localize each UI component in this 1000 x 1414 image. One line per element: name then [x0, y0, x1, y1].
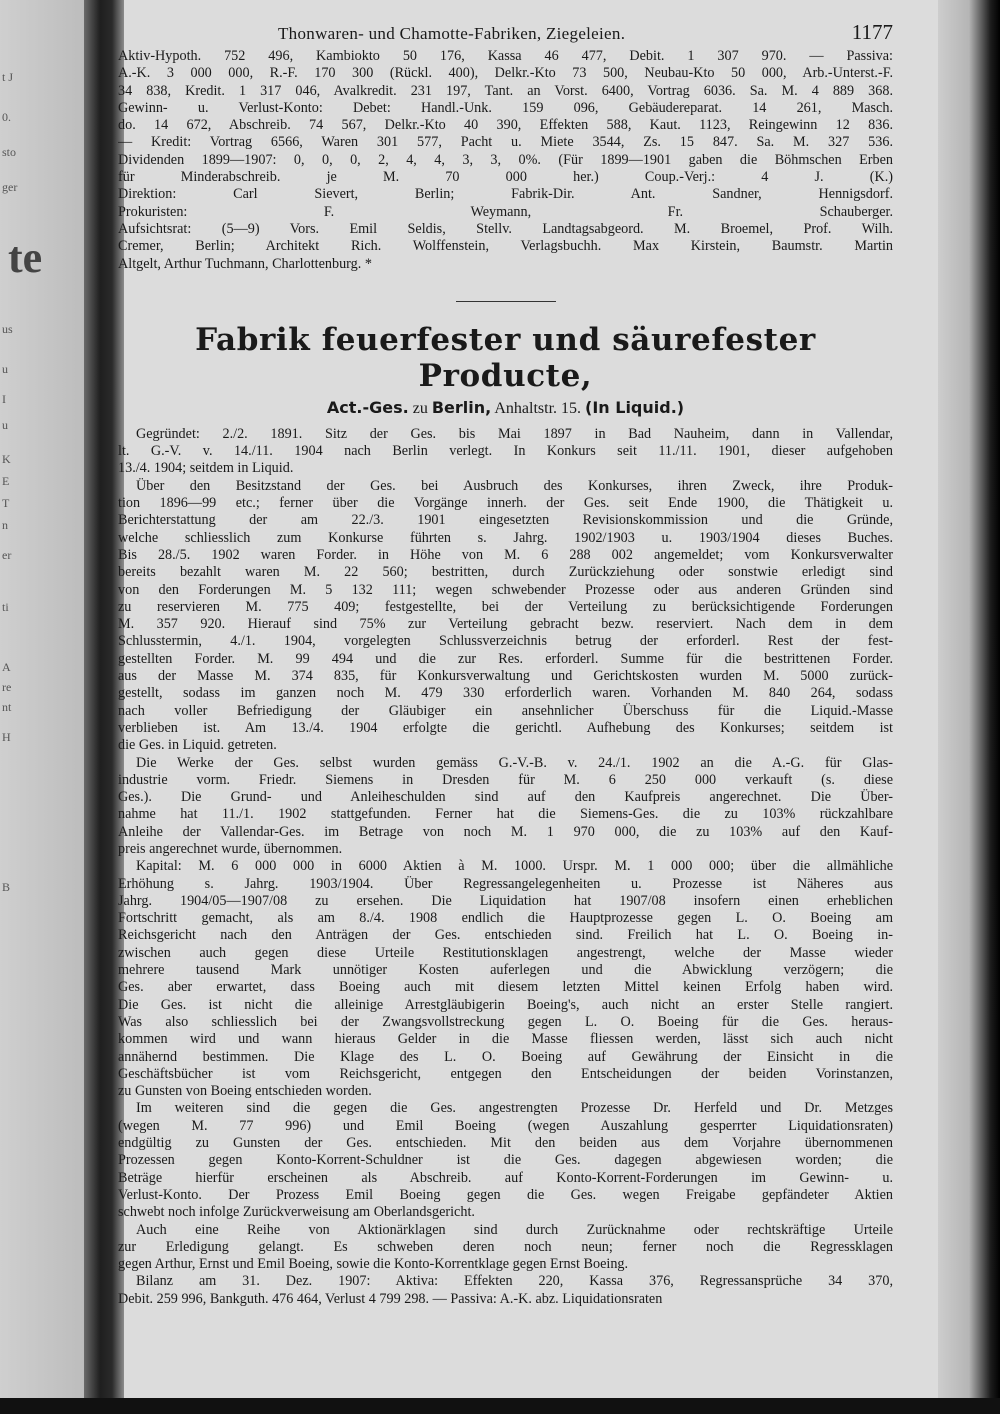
text-line: tion 1896—99 etc.; ferner über die Vorgänge innerh. der Ges. seit Ende 1900, die Thätigkeit u. [118, 495, 893, 512]
margin-fragment: E [2, 474, 10, 488]
page-content [118, 18, 893, 1308]
margin-fragment: ti [2, 600, 9, 614]
text-line: annähernd bestimmen. Die Klage des L. O. Boeing auf Gewährung der Einsicht in die [118, 1048, 893, 1065]
margin-fragment: nt [2, 700, 12, 714]
text-line: Anleihe der Vallendar-Ges. im Betrage von noch M. 1 970 000, die zu 103% auf den Kauf- [118, 823, 893, 840]
text-line: zwischen auch gegen diese Urteile Restitutionsklagen angestrengt, welche der Masse wieder [118, 944, 893, 961]
text-line: Aufsichtsrat: (5—9) Vors. Emil Seldis, Stellv. Landtagsabgeord. M. Broemel, Prof. Wilh. [118, 220, 893, 237]
text-line: Cremer, Berlin; Architekt Rich. Wolffenstein, Verlagsbuchh. Max Kirstein, Baumstr. Martin [118, 238, 893, 255]
text-line: Bilanz am 31. Dez. 1907: Aktiva: Effekten 220, Kassa 376, Regressansprüche 34 370, [136, 1273, 893, 1290]
margin-fragment: ger [2, 180, 18, 194]
text-line: Was also schliesslich bei der Zwangsvollstreckung gegen L. O. Boeing für die Ges. heraus- [118, 1013, 893, 1030]
paragraph [118, 426, 893, 478]
text-line: gestellt, sodass im ganzen noch M. 479 330 erforderlich waren. Vorhanden M. 840 264, sodass [118, 685, 893, 702]
text-line: Beträge hierfür erscheinen als Abschreib. auf Konto-Korrent-Forderungen im Gewinn- u. [118, 1169, 893, 1186]
text-line: verblieben ist. Am 13./4. 1904 erfolgte die gerichtl. Aufhebung des Konkurses; seitdem ist [118, 719, 893, 736]
margin-fragment: I [2, 392, 6, 406]
paragraph [118, 478, 893, 755]
margin-fragment: K [2, 452, 11, 466]
text-line: Altgelt, Arthur Tuchmann, Charlottenburg. * [118, 255, 372, 272]
text-line: Gegründet: 2./2. 1891. Sitz der Ges. bis Mai 1897 in Bad Nauheim, dann in Vallendar, [136, 425, 893, 442]
text-line: Gewinn- u. Verlust-Konto: Debet: Handl.-Unk. 159 096, Gebäudereparat. 14 261, Masch. [118, 99, 893, 116]
text-line: für Minderabschreib. je M. 70 000 her.) Coup.-Verj.: 4 J. (K.) [118, 169, 893, 186]
text-line: Prozessen gegen Konto-Korrent-Schuldner ist die Ges. dagegen abgewiesen worden; die [118, 1152, 893, 1169]
text-line: Im weiteren sind die gegen die Ges. angestrengten Prozesse Dr. Herfeld und Dr. Metzges [136, 1100, 893, 1117]
text-line: Jahrg. 1904/05—1907/08 zu ersehen. Die Liquidation hat 1907/08 insofern einen erheblichen [118, 892, 893, 909]
text-line: Berichterstattung der am 22./3. 1901 eingesetzten Revisionskommission und die Gründe, [118, 512, 893, 529]
text-line: industrie vorm. Friedr. Siemens in Dresden für M. 6 250 000 verkauft (s. diese [118, 771, 893, 788]
subtitle-prefix: Act.-Ges. [326, 397, 409, 417]
margin-fragment: re [2, 680, 12, 694]
margin-fragment: u [2, 418, 8, 432]
running-header [118, 18, 893, 48]
text-line: Über den Besitzstand der Ges. bei Ausbruch des Konkurses, ihren Zweck, ihre Produk- [136, 477, 893, 494]
paragraph [118, 1100, 893, 1221]
article-title: Fabrik feuerfester und säurefester Producte, [195, 321, 816, 394]
text-line: Kapital: M. 6 000 000 in 6000 Aktien à M. 1000. Urspr. M. 1 000 000; über die allmähliche [136, 858, 893, 875]
text-line: schwebt noch infolge Zurückverweisung am Oberlandsgericht. [118, 1204, 475, 1221]
margin-fragment: er [2, 548, 12, 562]
text-line: zu reservieren M. 775 409; festgestellte, bei der Verteilung zu berücksichtigende Forderungen [118, 598, 893, 615]
paragraph [118, 858, 893, 1100]
text-line: aus der Masse M. 374 835, für Konkursverwaltung und Gerichtskosten wurden M. 5000 zurück- [118, 668, 893, 685]
article-body [118, 426, 893, 1308]
text-line: (wegen M. 77 996) und Emil Boeing (wegen Auszahlung gesperrter Liquidationsraten) [118, 1117, 893, 1134]
article-subtitle [118, 398, 893, 418]
text-line: lt. G.-V. v. 14./11. 1904 nach Berlin verlegt. In Konkurs seit 11./11. 1901, dieser aufgehoben [118, 443, 893, 460]
margin-fragment: sto [2, 145, 17, 159]
text-line: Verlust-Konto. Der Prozess Emil Boeing gegen die Ges. wegen Freigabe gepfändeter Aktien [118, 1186, 893, 1203]
text-line: gestellten Forder. M. 99 494 und die zur Res. erforderl. Summe für die bestrittenen Forder. [118, 650, 893, 667]
text-line: welche schliesslich zum Konkurse führten s. Jahrg. 1902/1903 u. 1903/1904 dieses Buches. [118, 529, 893, 546]
text-line: Geschäftsbücher ist vom Reichsgericht, entgegen den Entscheidungen der beiden Vorinstanzen, [118, 1065, 893, 1082]
paragraph [118, 755, 893, 859]
text-line: Die Werke der Ges. selbst wurden gemäss G.-V.-B. v. 24./1. 1902 an die A.-G. für Glas- [136, 754, 893, 771]
text-line: nahme hat 11./1. 1902 stattgefunden. Ferner hat die Siemens-Ges. die zu 103% rückzahlbare [118, 806, 893, 823]
margin-fragment: 0. [2, 110, 11, 124]
text-line: zu Gunsten von Boeing entschieden worden. [118, 1083, 372, 1100]
text-line: Aktiv-Hypoth. 752 496, Kambiokto 50 176, Kassa 46 477, Debit. 1 307 970. — Passiva: [118, 48, 893, 64]
text-line: zur Erledigung gelangt. Es schweben deren noch neun; ferner noch die Regressklagen [118, 1238, 893, 1255]
paragraph [118, 1222, 893, 1274]
text-line: — Kredit: Vortrag 6566, Waren 301 577, Pacht u. Miete 3544, Zs. 15 847. Sa. M. 327 536. [118, 134, 893, 151]
text-line: Ges. aber erwartet, dass Boeing auch mit diesem letzten Mittel keinen Erfolg haben wird. [118, 979, 893, 996]
text-line: Bis 28./5. 1902 waren Forder. in Höhe von M. 6 288 002 angemeldet; vom Konkursverwalter [118, 546, 893, 563]
running-header-title: Thonwaren- und Chamotte-Fabriken, Ziegeleien. [278, 24, 626, 43]
previous-company-entry [118, 48, 893, 273]
text-line: mehrere tausend Mark unnötiger Kosten auferlegen und die Abwicklung verzögern; die [118, 962, 893, 979]
text-line: Direktion: Carl Sievert, Berlin; Fabrik-Dir. Ant. Sandner, Hennigsdorf. [118, 186, 893, 203]
text-line: 34 838, Kredit. 1 317 046, Avalkredit. 231 197, Tant. an Vorst. 6400, Vortrag 6036. Sa. M. 4 889 368. [118, 82, 893, 99]
margin-fragment: te [8, 233, 43, 282]
margin-fragment: u [2, 362, 8, 376]
subtitle-address: Anhaltstr. 15. [494, 399, 582, 417]
text-line: do. 14 672, Abschreib. 74 567, Delkr.-Kto 40 390, Effekten 588, Kaut. 1123, Reingewinn 12 836. [118, 117, 893, 134]
margin-fragment: T [2, 496, 10, 510]
margin-fragment: t J [2, 70, 14, 84]
bottom-page-edge [0, 1398, 1000, 1414]
text-line: nach voller Befriedigung der Gläubiger ein ansehnlicher Überschuss für die Liquid.-Masse [118, 702, 893, 719]
page-number: 1177 [851, 20, 893, 44]
text-line: 13./4. 1904; seitdem in Liquid. [118, 460, 294, 477]
text-line: Dividenden 1899—1907: 0, 0, 0, 2, 4, 4, 3, 3, 0%. (Für 1899—1901 gaben die Böhmschen Erben [118, 151, 893, 168]
margin-fragment: B [2, 880, 11, 894]
text-line: preis angerechnet wurde, übernommen. [118, 840, 343, 857]
subtitle-mid: zu [412, 399, 428, 417]
text-line: die Ges. in Liquid. getreten. [118, 737, 277, 754]
text-line: von den Forderungen M. 5 132 111; wegen schwebender Prozesse oder aus anderen Gründen sind [118, 581, 893, 598]
text-line: Prokuristen: F. Weymann, Fr. Schauberger. [118, 203, 893, 220]
subtitle-status: (In Liquid.) [585, 397, 685, 417]
text-line: M. 357 920. Hierauf sind 75% zur Verteilung gebracht bezw. reserviert. Nach dem in dem [118, 616, 893, 633]
margin-fragment: A [2, 660, 11, 674]
text-line: Erhöhung s. Jahrg. 1903/1904. Über Regressangelegenheiten u. Prozesse ist Näheres aus [118, 875, 893, 892]
text-line: kommen wird und wann hieraus Gelder in die Masse fliessen werden, lässt sich auch nicht [118, 1031, 893, 1048]
subtitle-city: Berlin, [431, 397, 492, 417]
text-line: endgültig zu Gunsten der Ges. entschieden. Mit den beiden aus dem Vorjahre übernommenen [118, 1135, 893, 1152]
margin-fragment: n [2, 518, 8, 532]
text-line: gegen Arthur, Ernst und Emil Boeing, sowie die Konto-Korrentklage gegen Ernst Boeing. [118, 1256, 629, 1273]
text-line: bereits bezahlt waren M. 22 560; bestritten, durch Zurückziehung oder sonstwie erledigt sind [118, 564, 893, 581]
text-line: Die Ges. ist nicht die alleinige Arrestgläubigerin Boeing's, auch nicht an erster Stelle rangiert. [118, 996, 893, 1013]
text-line: Reichsgericht nach den Anträgen der Ges. entschieden sind. Freilich hat L. O. Boeing in- [118, 927, 893, 944]
margin-fragment: us [2, 322, 13, 336]
section-divider [456, 301, 556, 302]
text-line: Schlusstermin, 4./1. 1904, vorgelegten Schlussverzeichnis betrug der erforderl. Rest der fest- [118, 633, 893, 650]
text-line: Debit. 259 996, Bankguth. 476 464, Verlust 4 799 298. — Passiva: A.-K. abz. Liquidationsraten [118, 1290, 663, 1307]
paragraph [118, 1273, 893, 1308]
text-line: Auch eine Reihe von Aktionärklagen sind durch Zurücknahme oder rechtskräftige Urteile [136, 1221, 893, 1238]
text-line: Ges.). Die Grund- und Anleiheschulden sind auf den Kaufpreis angerechnet. Die Über- [118, 789, 893, 806]
text-line: Fortschritt gemacht, als am 8./4. 1908 endlich die Hauptprozesse gegen L. O. Boeing am [118, 910, 893, 927]
text-line: A.-K. 3 000 000, R.-F. 170 300 (Rückl. 400), Delkr.-Kto 73 500, Neubau-Kto 50 000, Arb.-Unterst.-F. [118, 65, 893, 82]
margin-fragment: H [2, 730, 11, 744]
right-page-edge [938, 0, 1000, 1414]
